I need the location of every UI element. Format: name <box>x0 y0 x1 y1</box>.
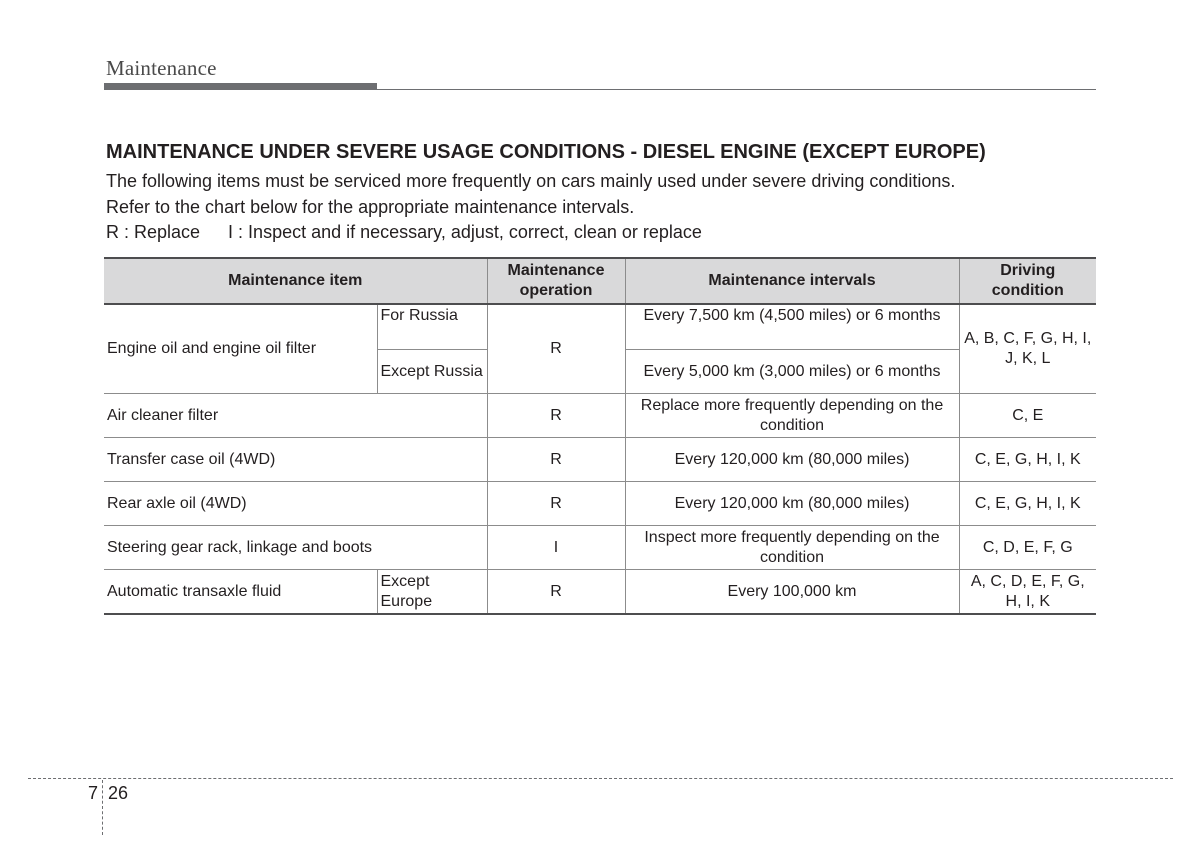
operation-cell: R <box>487 394 625 438</box>
table-header-row <box>104 258 1096 304</box>
condition-cell: C, D, E, F, G <box>959 526 1096 570</box>
header-driving-condition: Driving condition <box>959 258 1096 304</box>
sub-item-cell: Except Europe <box>377 570 487 615</box>
item-cell: Transfer case oil (4WD) <box>104 438 487 482</box>
operation-cell: R <box>487 438 625 482</box>
condition-cell: C, E <box>959 394 1096 438</box>
table-row <box>104 394 1096 438</box>
interval-cell: Every 5,000 km (3,000 miles) or 6 months <box>625 350 959 394</box>
condition-cell: C, E, G, H, I, K <box>959 482 1096 526</box>
header-maintenance-operation: Maintenance operation <box>487 258 625 304</box>
condition-cell: C, E, G, H, I, K <box>959 438 1096 482</box>
interval-cell: Every 120,000 km (80,000 miles) <box>625 482 959 526</box>
legend-inspect: I : Inspect and if necessary, adjust, correct, clean or replace <box>228 222 702 242</box>
intro-line-2: Refer to the chart below for the appropriate maintenance intervals. <box>106 197 635 217</box>
item-cell: Air cleaner filter <box>104 394 487 438</box>
header-maintenance-intervals: Maintenance intervals <box>625 258 959 304</box>
item-cell: Automatic transaxle fluid <box>104 570 377 615</box>
item-cell: Rear axle oil (4WD) <box>104 482 487 526</box>
footer-page-divider <box>102 780 103 835</box>
interval-cell: Every 100,000 km <box>625 570 959 615</box>
condition-cell: A, C, D, E, F, G, H, I, K <box>959 570 1096 615</box>
sub-item-cell: Except Russia <box>377 350 487 394</box>
page-number: 26 <box>108 783 129 803</box>
table-row <box>104 438 1096 482</box>
operation-cell: R <box>487 570 625 615</box>
legend-line <box>106 222 702 243</box>
footer-dashed-rule <box>28 778 1173 779</box>
interval-cell: Replace more frequently depending on the condition <box>625 394 959 438</box>
interval-cell: Every 120,000 km (80,000 miles) <box>625 438 959 482</box>
header-rule-thin <box>104 89 1096 90</box>
item-cell: Steering gear rack, linkage and boots <box>104 526 487 570</box>
legend-replace: R : Replace <box>106 222 201 242</box>
condition-cell: A, B, C, F, G, H, I, J, K, L <box>959 304 1096 394</box>
table-row <box>104 526 1096 570</box>
header-maintenance-item: Maintenance item <box>104 258 487 304</box>
item-cell: Engine oil and engine oil filter <box>104 304 377 394</box>
interval-cell: Inspect more frequently depending on the condition <box>625 526 959 570</box>
sub-item-cell: For Russia <box>377 304 487 350</box>
interval-cell: Every 7,500 km (4,500 miles) or 6 months <box>625 304 959 350</box>
page-heading: MAINTENANCE UNDER SEVERE USAGE CONDITIONS - DIESEL ENGINE (EXCEPT EUROPE) <box>106 141 986 163</box>
operation-cell: R <box>487 304 625 394</box>
section-title: Maintenance <box>106 56 217 80</box>
table-row <box>104 570 1096 615</box>
table-row <box>104 304 1096 350</box>
operation-cell: R <box>487 482 625 526</box>
chapter-number: 7 <box>88 783 99 803</box>
intro-line-1: The following items must be serviced more frequently on cars mainly used under severe driving conditions. <box>106 171 956 191</box>
maintenance-table <box>104 257 1096 615</box>
table-row <box>104 482 1096 526</box>
operation-cell: I <box>487 526 625 570</box>
